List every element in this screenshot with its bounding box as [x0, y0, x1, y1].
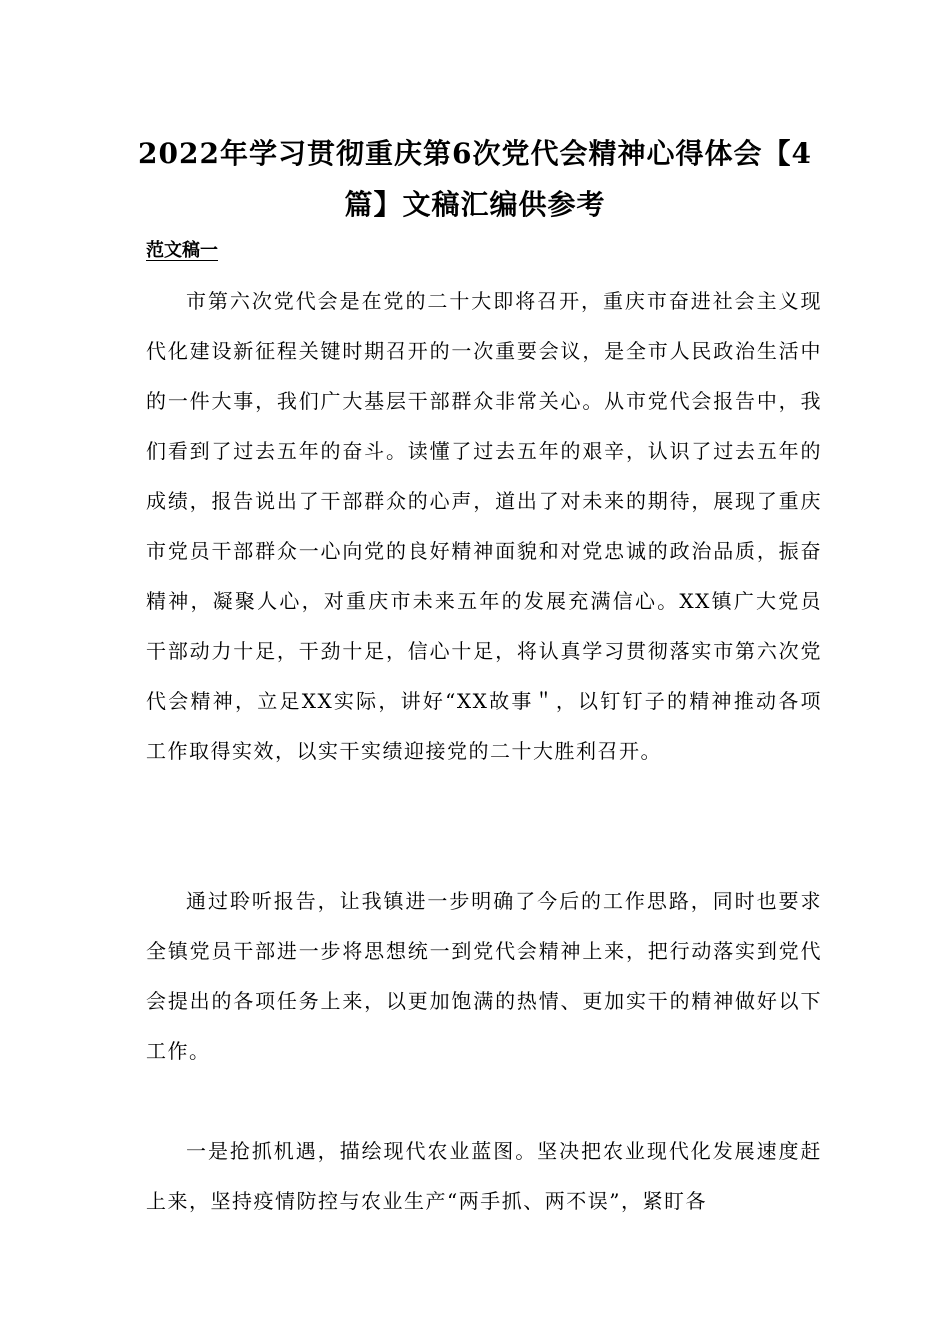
paragraph: 通过聆听报告，让我镇进一步明确了今后的工作思路，同时也要求全镇党员干部进一步将思想统一到党代会精神上来，把行动落实到党代会提出的各项任务上来，以更加饱满的热情、更加实干的精神做好以下工作。 — [146, 889, 822, 1063]
paragraph: 一是抢抓机遇，描绘现代农业蓝图。坚决把农业现代化发展速度赶上来，坚持疫情防控与农业生产“两手抓、两不误”，紧盯各 — [146, 1139, 822, 1213]
paragraph: 市第六次党代会是在党的二十大即将召开，重庆市奋进社会主义现代化建设新征程关键时期召开的一次重要会议，是全市人民政治生活中的一件大事，我们广大基层干部群众非常关心。从市党代会报告中，我们看到了过去五年的奋斗。读懂了过去五年的艰辛，认识了过去五年的成绩，报告说出了干部群众的心声，道出了对未来的期待，展现了重庆市党员干部群众一心向党的良好精神面貌和对党忠诚的政治品质，振奋精神，凝聚人心，对重庆市未来五年的发展充满信心。XX镇广大党员干部动力十足，干劲十足，信心十足，将认真学习贯彻落实市第六次党代会精神，立足XX实际，讲好“XX故事＂，以钉钉子的精神推动各项工作取得实效，以实干实绩迎接党的二十大胜利召开。 — [146, 289, 822, 763]
section-label: 范文稿一 — [146, 240, 218, 261]
document-title: 2022年学习贯彻重庆第6次党代会精神心得体会【4篇】文稿汇编供参考 — [138, 137, 812, 221]
